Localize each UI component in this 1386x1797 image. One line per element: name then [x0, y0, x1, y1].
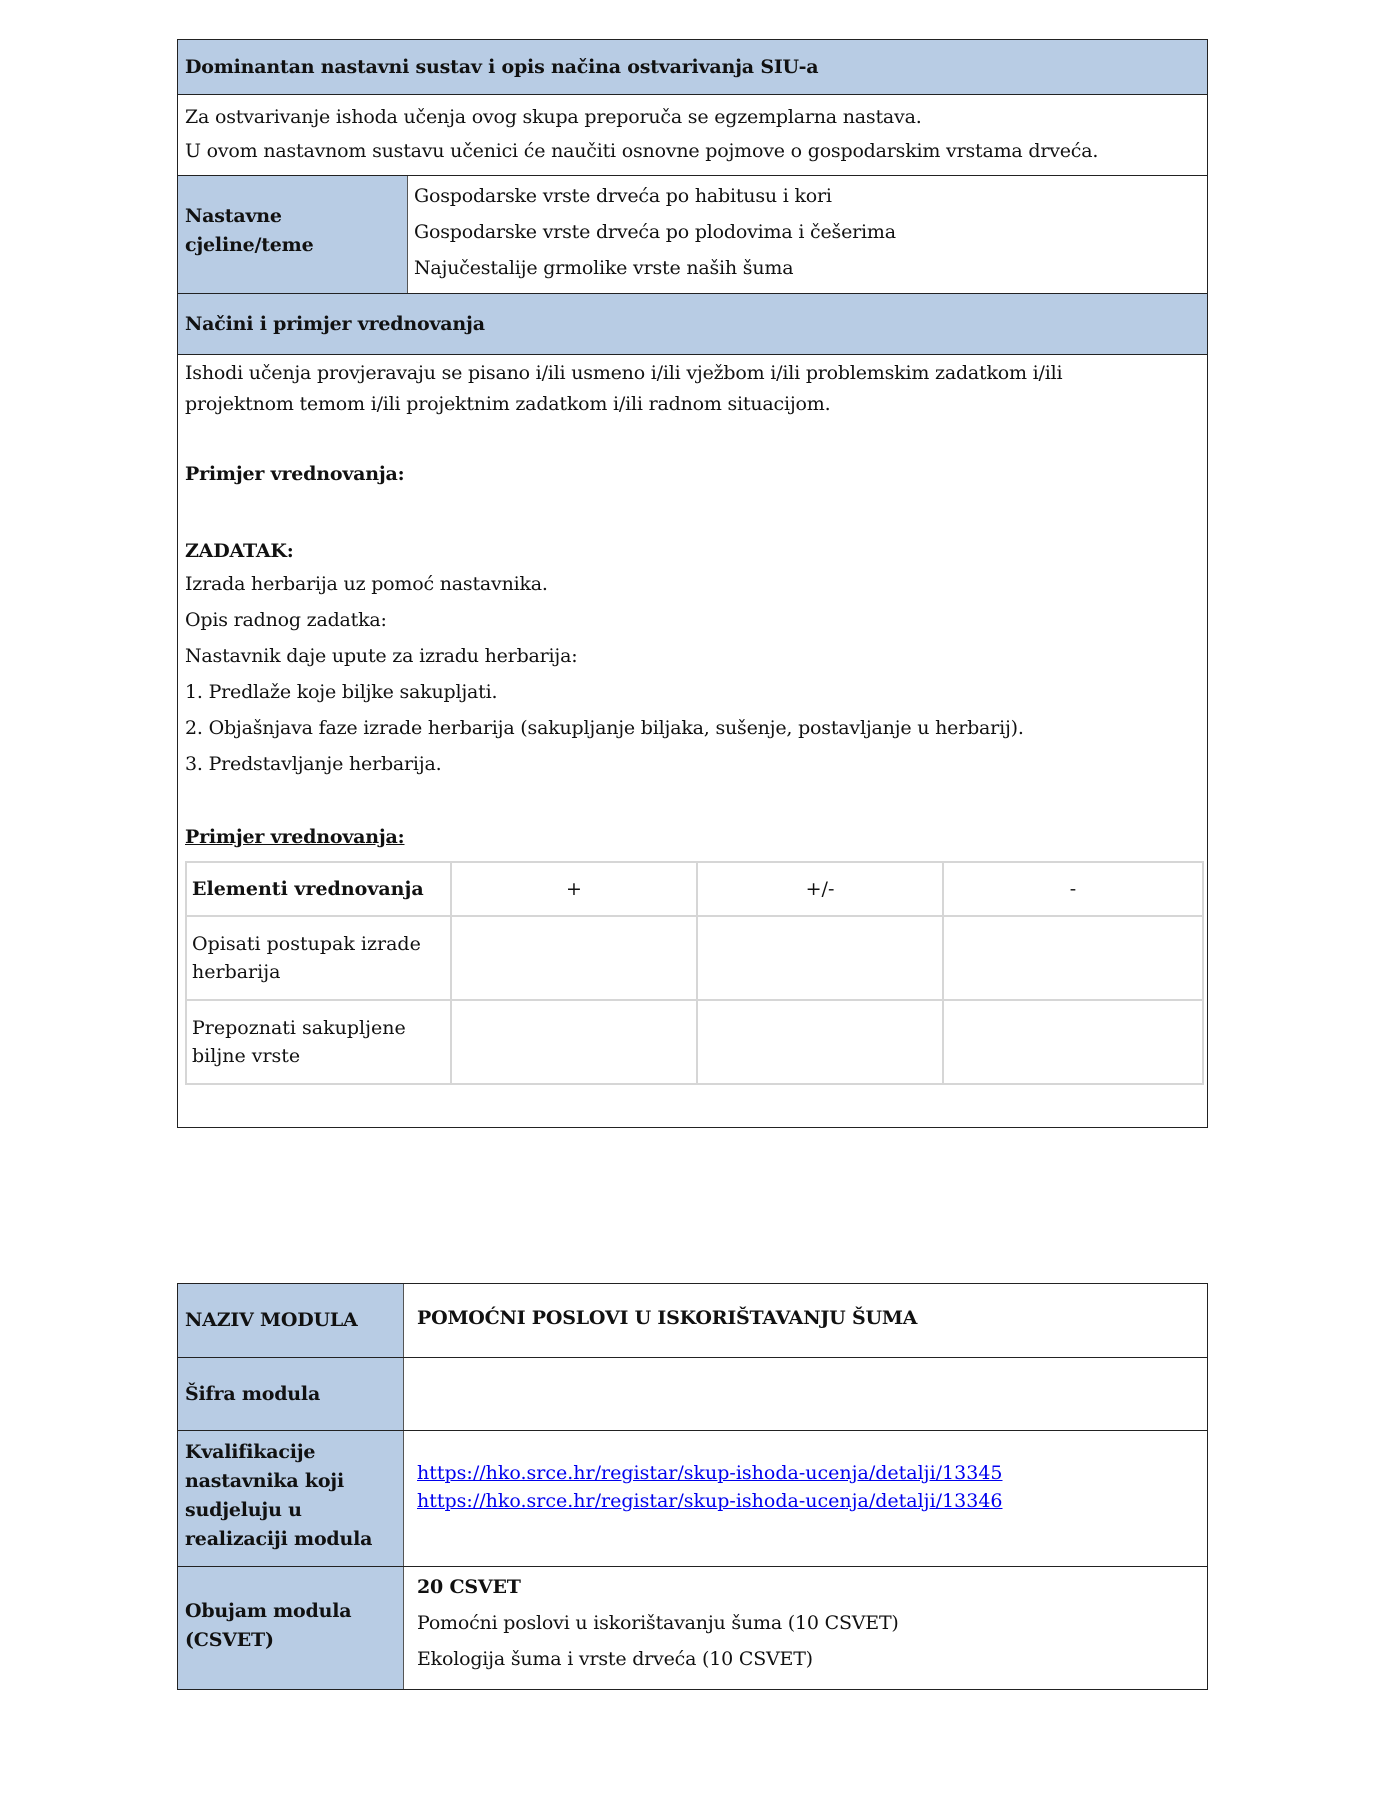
section-header-title: Načini i primjer vrednovanja — [185, 313, 485, 335]
task-line: Opis radnog zadatka: — [185, 609, 387, 631]
topics-list-cell — [408, 176, 1207, 293]
siu-table — [177, 39, 1208, 1128]
example-label: Primjer vrednovanja: — [185, 463, 405, 485]
qualification-link[interactable]: https://hko.srce.hr/registar/skup-ishoda-ucenja/detalji/13346 — [417, 1490, 1003, 1512]
task-line: 3. Predstavljanje herbarija. — [185, 753, 442, 775]
rubric-table — [185, 861, 1204, 1085]
rubric-cell — [451, 1000, 697, 1084]
qualifications-label: Kvalifikacije nastavnika koji sudjeluju u realizaciji modula — [185, 1441, 373, 1550]
topics-row — [178, 176, 1207, 294]
task-line: 2. Objašnjava faze izrade herbarija (sakupljanje biljaka, sušenje, postavljanje u herbarij). — [185, 717, 1024, 739]
eval-text-line: projektnom temom i/ili projektnim zadatkom i/ili radnom situacijom. — [185, 393, 831, 415]
volume-value-cell — [404, 1567, 1207, 1689]
example-label-underlined: Primjer vrednovanja: — [185, 826, 405, 848]
volume-label: Obujam modula (CSVET) — [185, 1600, 352, 1651]
section-header-evaluation — [178, 294, 1207, 355]
module-table — [177, 1283, 1208, 1690]
rubric-header-minus: - — [943, 862, 1203, 916]
rubric-cell — [943, 916, 1203, 1000]
evaluation-body — [178, 355, 1207, 1127]
module-name-label: NAZIV MODULA — [185, 1309, 358, 1331]
eval-text-line: Ishodi učenja provjeravaju se pisano i/ili usmeno i/ili vježbom i/ili problemskim zadatkom i/ili — [185, 362, 1063, 384]
volume-label-cell — [178, 1567, 404, 1689]
task-line: 1. Predlaže koje biljke sakupljati. — [185, 681, 498, 703]
task-line: Nastavnik daje upute za izradu herbarija: — [185, 645, 578, 667]
rubric-cell — [697, 1000, 943, 1084]
rubric-cell — [451, 916, 697, 1000]
teacher-qualifications-row — [178, 1431, 1207, 1567]
qualifications-links-cell — [404, 1431, 1207, 1566]
qualifications-label-cell — [178, 1431, 404, 1566]
rubric-header-partial: +/- — [697, 862, 943, 916]
volume-total: 20 CSVET — [417, 1576, 521, 1598]
module-name-label-cell — [178, 1284, 404, 1357]
intro-line: U ovom nastavnom sustavu učenici će naučiti osnovne pojmove o gospodarskim vrstama drveća. — [185, 140, 1099, 162]
module-name-value: POMOĆNI POSLOVI U ISKORIŠTAVANJU ŠUMA — [417, 1307, 918, 1329]
rubric-row — [186, 916, 1203, 1000]
rubric-row — [186, 1000, 1203, 1084]
topic-item: Najučestalije grmolike vrste naših šuma — [414, 257, 794, 279]
module-code-label: Šifra modula — [185, 1383, 321, 1405]
intro-row — [178, 95, 1207, 176]
section-header-dominant-system — [178, 40, 1207, 95]
rubric-cell — [943, 1000, 1203, 1084]
module-name-value-cell — [404, 1284, 1207, 1357]
task-line: Izrada herbarija uz pomoć nastavnika. — [185, 573, 548, 595]
rubric-element: Prepoznati sakupljene biljne vrste — [186, 1000, 451, 1084]
topics-label: Nastavne cjeline/teme — [185, 205, 314, 256]
module-name-row — [178, 1284, 1207, 1358]
rubric-header-plus: + — [451, 862, 697, 916]
topics-label-cell — [178, 176, 408, 293]
module-volume-row — [178, 1567, 1207, 1689]
task-label: ZADATAK: — [185, 540, 294, 562]
intro-line: Za ostvarivanje ishoda učenja ovog skupa preporuča se egzemplarna nastava. — [185, 106, 922, 128]
qualification-link[interactable]: https://hko.srce.hr/registar/skup-ishoda-ucenja/detalji/13345 — [417, 1462, 1003, 1484]
volume-item: Ekologija šuma i vrste drveća (10 CSVET) — [417, 1648, 813, 1670]
module-code-value-cell — [404, 1358, 1207, 1430]
rubric-header-elements: Elementi vrednovanja — [186, 862, 451, 916]
volume-item: Pomoćni poslovi u iskorištavanju šuma (10 CSVET) — [417, 1612, 899, 1634]
topic-item: Gospodarske vrste drveća po plodovima i češerima — [414, 221, 896, 243]
rubric-element: Opisati postupak izrade herbarija — [186, 916, 451, 1000]
topic-item: Gospodarske vrste drveća po habitusu i kori — [414, 185, 832, 207]
module-code-row — [178, 1358, 1207, 1431]
rubric-header-row — [186, 862, 1203, 916]
rubric-cell — [697, 916, 943, 1000]
module-code-label-cell — [178, 1358, 404, 1430]
section-header-title: Dominantan nastavni sustav i opis načina ostvarivanja SIU-a — [185, 56, 819, 78]
